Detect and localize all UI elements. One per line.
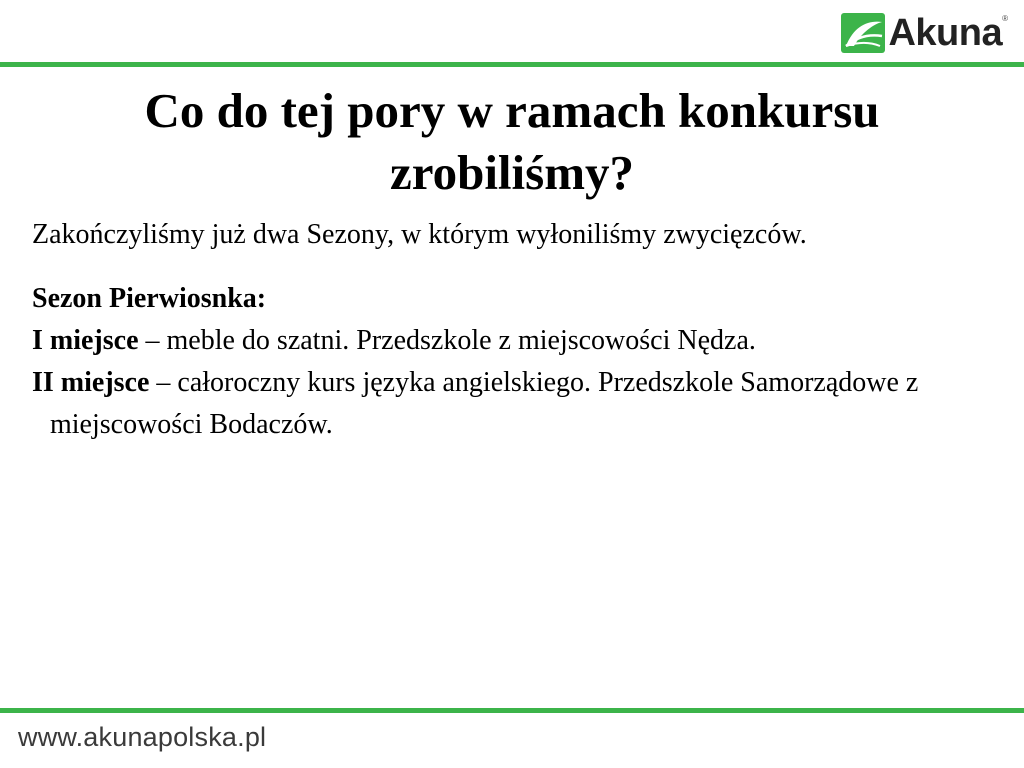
slide-content [32,214,992,446]
bottom-divider [0,708,1024,713]
brand-name: Akuna [888,12,1003,54]
intro-text: Zakończyliśmy już dwa Sezony, w którym wyłoniliśmy zwycięzców. [32,219,807,250]
leaf-logo-icon [840,12,886,54]
place-label: I miejsce [32,325,139,356]
season-heading: Sezon Pierwiosnka: [32,283,267,314]
slide-title: Co do tej pory w ramach konkursu zrobiliśmy? [144,83,880,200]
place-separator: – [149,367,178,398]
place-description: całoroczny kurs języka angielskiego. Przedszkole Samorządowe z miejscowości Bodaczów. [50,367,919,440]
place-label: II miejsce [32,367,150,398]
place-second [32,362,992,446]
brand-logo [840,10,1008,56]
registered-mark: ® [1002,14,1008,23]
place-first [32,320,992,362]
place-description: meble do szatni. Przedszkole z miejscowości Nędza. [166,325,756,356]
place-separator: – [138,325,167,356]
top-divider [0,62,1024,67]
footer-url: www.akunapolska.pl [18,722,267,752]
